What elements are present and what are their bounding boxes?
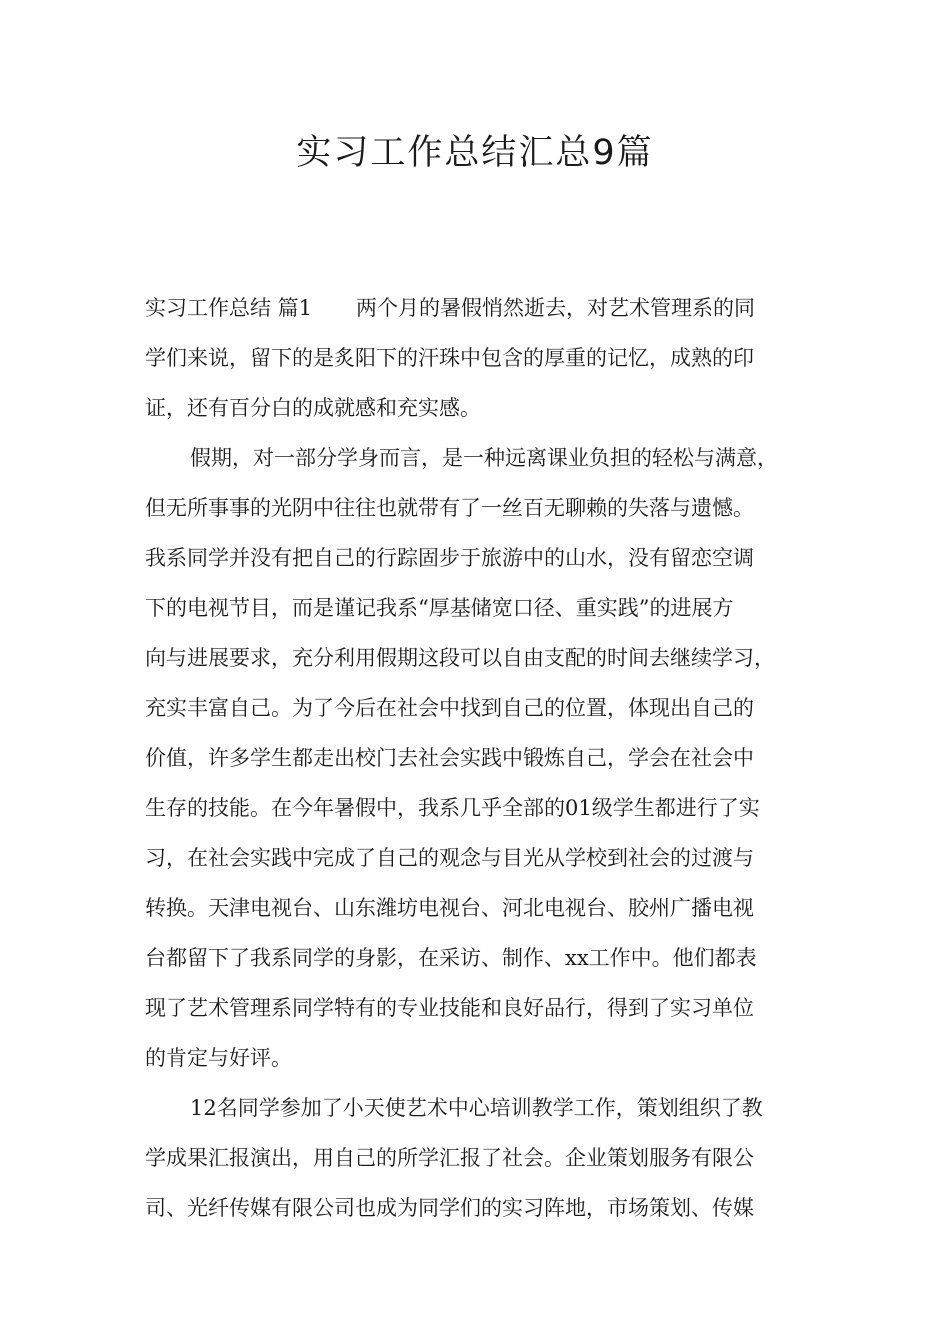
text-line: 12名同学参加了小天使艺术中心培训教学工作，策划组织了教 <box>190 1096 763 1120</box>
text-line: 学成果汇报演出，用自己的所学汇报了社会。企业策划服务有限公 <box>145 1146 754 1170</box>
text-line: 下的电视节目，而是谨记我系“厚基储宽口径、重实践”的进展方 <box>145 596 734 620</box>
text-line: 司、光纤传媒有限公司也成为同学们的实习阵地，市场策划、传媒 <box>145 1196 754 1220</box>
text-line: 学们来说，留下的是炙阳下的汗珠中包含的厚重的记忆，成熟的印 <box>145 346 754 370</box>
text-line-content: 两个月的暑假悄然逝去，对艺术管理系的同 <box>356 296 756 320</box>
text-line: 证，还有百分白的成就感和充实感。 <box>145 396 481 420</box>
text-line: 但无所事事的光阴中往往也就带有了一丝百无聊赖的失落与遗憾。 <box>145 496 754 520</box>
text-line: 价值，许多学生都走出校门去社会实践中锻炼自己，学会在社会中 <box>145 746 754 770</box>
text-line: 习，在社会实践中完成了自己的观念与目光从学校到社会的过渡与 <box>145 846 754 870</box>
paragraph-1 <box>145 283 820 433</box>
section-heading: 实习工作总结 篇1 <box>145 296 313 320</box>
text-line <box>145 283 820 333</box>
text-line: 我系同学并没有把自己的行踪固步于旅游中的山水，没有留恋空调 <box>145 546 754 570</box>
text-line: 向与进展要求，充分利用假期这段可以自由支配的时间去继续学习， <box>145 646 775 670</box>
text-line: 生存的技能。在今年暑假中，我系几乎全部的01级学生都进行了实 <box>145 796 760 820</box>
text-line: 的肯定与好评。 <box>145 1046 292 1070</box>
text-line: 台都留下了我系同学的身影，在采访、制作、xx工作中。他们都表 <box>145 946 757 970</box>
paragraph-2 <box>145 433 820 1083</box>
text-line: 假期，对一部分学身而言，是一种远离课业负担的轻松与满意， <box>190 446 778 470</box>
document-body <box>145 283 820 1233</box>
text-line: 转换。天津电视台、山东潍坊电视台、河北电视台、胶州广播电视 <box>145 896 754 920</box>
document-title: 实习工作总结汇总9篇 <box>296 133 654 173</box>
text-line: 现了艺术管理系同学特有的专业技能和良好品行，得到了实习单位 <box>145 996 754 1020</box>
paragraph-3 <box>145 1083 820 1233</box>
text-line: 充实丰富自己。为了今后在社会中找到自己的位置，体现出自己的 <box>145 696 754 720</box>
